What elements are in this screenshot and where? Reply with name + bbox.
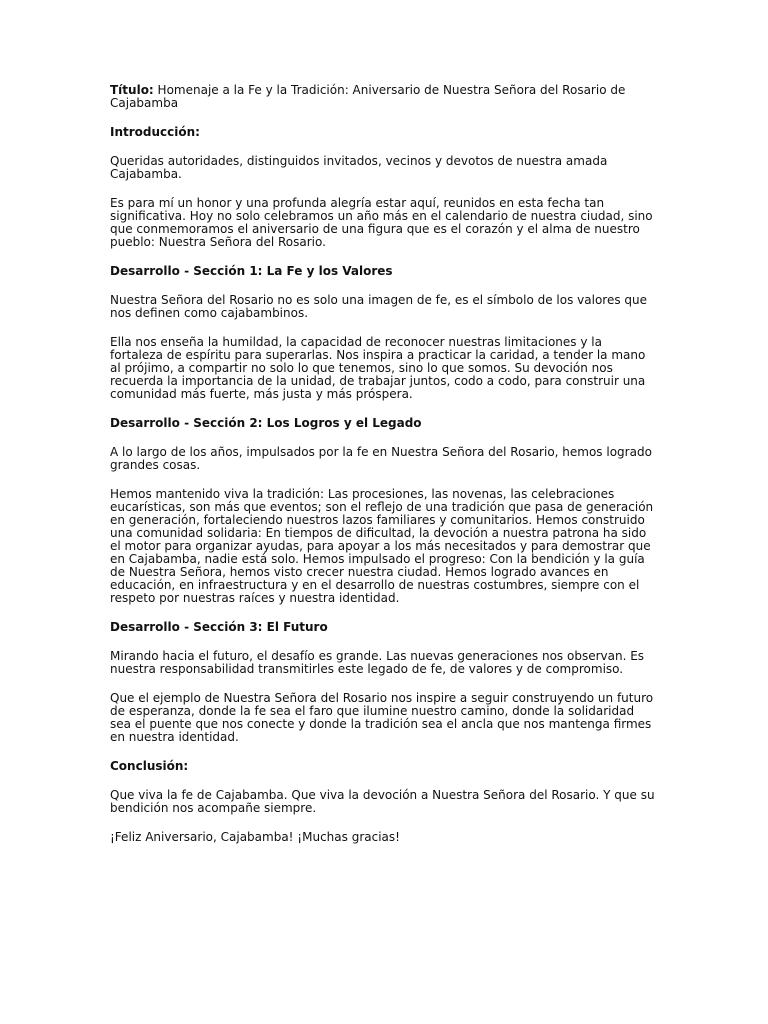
- section1-paragraph-1: Nuestra Señora del Rosario no es solo una imagen de fe, es el símbolo de los valores que nos definen como cajabambinos.: [110, 293, 648, 320]
- conclusion-heading: Conclusión:: [110, 759, 189, 773]
- conclusion-paragraph: Que viva la fe de Cajabamba. Que viva la devoción a Nuestra Señora del Rosario. Y que su bendición nos acompañe siempre.: [110, 788, 655, 815]
- intro-paragraph-1: Queridas autoridades, distinguidos invitados, vecinos y devotos de nuestra amada Cajabamba.: [110, 154, 608, 181]
- document-title: [110, 84, 656, 110]
- intro-heading: Introducción:: [110, 125, 200, 139]
- section1-paragraph-2: Ella nos enseña la humildad, la capacidad de reconocer nuestras limitaciones y la fortaleza de espíritu para superarlas. Nos inspira a practicar la caridad, a tender la mano al prójimo, a compartir no solo lo que tenemos, sino lo que somos. Su devoción nos recuerda la importancia de la unidad, de trabajar juntos, codo a codo, para construir una comunidad más fuerte, más justa y más próspera.: [110, 335, 646, 401]
- section2-paragraph-2: Hemos mantenido viva la tradición: Las procesiones, las novenas, las celebraciones eucarísticas, son más que eventos; son el reflejo de una tradición que pasa de generación en generación, fortaleciendo nuestros lazos familiares y comunitarios. Hemos construido una comunidad solidaria: En tiempos de dificultad, la devoción a nuestra patrona ha sido el motor para organizar ayudas, para apoyar a los más necesitados y para demostrar que en Cajabamba, nadie está solo. Hemos impulsado el progreso: Con la bendición y la guía de Nuestra Señora, hemos visto crecer nuestra ciudad. Hemos logrado avances en educación, en infraestructura y en el desarrollo de nuestras costumbres, siempre con el respeto por nuestras raíces y nuestra identidad.: [110, 487, 654, 605]
- section2-paragraph-1: A lo largo de los años, impulsados por la fe en Nuestra Señora del Rosario, hemos logrado grandes cosas.: [110, 445, 652, 472]
- title-label: Título:: [110, 83, 154, 97]
- document-page: [110, 84, 656, 860]
- section3-paragraph-2: Que el ejemplo de Nuestra Señora del Rosario nos inspire a seguir construyendo un futuro de esperanza, donde la fe sea el faro que ilumine nuestro camino, donde la solidaridad sea el puente que nos conecte y donde la tradición sea el ancla que nos mantenga firmes en nuestra identidad.: [110, 691, 654, 744]
- intro-paragraph-2: Es para mí un honor y una profunda alegría estar aquí, reunidos en esta fecha tan significativa. Hoy no solo celebramos un año más en el calendario de nuestra ciudad, sino que conmemoramos el aniversario de una figura que es el corazón y el alma de nuestro pueblo: Nuestra Señora del Rosario.: [110, 196, 653, 249]
- section1-heading: Desarrollo - Sección 1: La Fe y los Valores: [110, 264, 393, 278]
- closing-line: ¡Feliz Aniversario, Cajabamba! ¡Muchas gracias!: [110, 830, 400, 844]
- section3-paragraph-1: Mirando hacia el futuro, el desafío es grande. Las nuevas generaciones nos observan. Es nuestra responsabilidad transmitirles este legado de fe, de valores y de compromiso.: [110, 649, 645, 676]
- title-text: Homenaje a la Fe y la Tradición: Aniversario de Nuestra Señora del Rosario de Cajabamba: [110, 83, 626, 110]
- section3-heading: Desarrollo - Sección 3: El Futuro: [110, 620, 328, 634]
- section2-heading: Desarrollo - Sección 2: Los Logros y el Legado: [110, 416, 422, 430]
